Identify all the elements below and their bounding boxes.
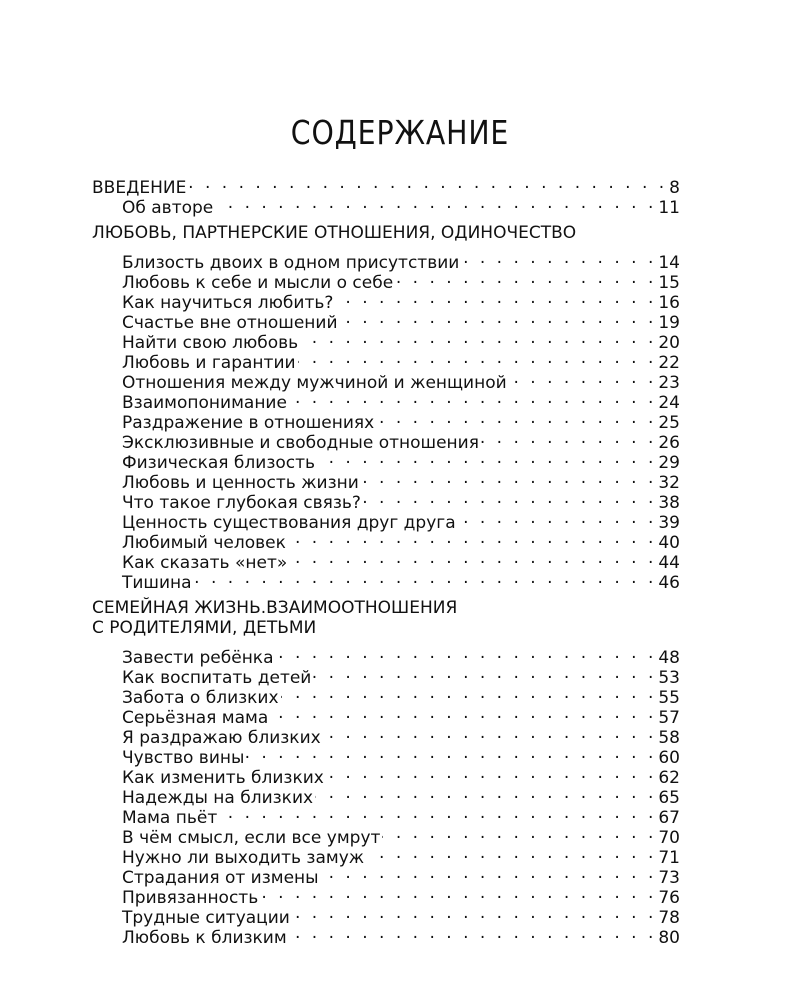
toc-entry-title: Мама пьёт [122, 808, 218, 828]
toc-entry-title: Взаимопонимание [122, 393, 287, 413]
dot-leader [326, 763, 657, 783]
toc-entry-title: Ценность существования друг друга [122, 513, 456, 533]
toc-entry-page-number: 22 [658, 353, 680, 373]
toc-entry-page-number: 40 [658, 533, 680, 553]
toc-entry-title: Как сказать «нет» [122, 553, 288, 573]
section-heading-line: ЛЮБОВЬ, ПАРТНЕРСКИЕ ОТНОШЕНИЯ, ОДИНОЧЕСТВО [92, 223, 577, 243]
dot-leader [340, 308, 657, 328]
toc-entry-page-number: 67 [658, 808, 680, 828]
dot-leader [194, 568, 657, 588]
dot-leader [461, 248, 656, 268]
dot-leader [323, 723, 657, 743]
toc-entry-page-number: 55 [658, 688, 680, 708]
toc-entry[interactable] [92, 643, 680, 668]
dot-leader [246, 743, 656, 763]
toc-entry-title: Привязанность [122, 888, 259, 908]
dot-leader [317, 448, 656, 468]
toc-entry-page-number: 44 [658, 553, 680, 573]
toc-entry-title: Серьёзная мама [122, 708, 269, 728]
toc-entry-title: Как воспитать детей [122, 668, 312, 688]
toc-entry-page-number: 20 [658, 333, 680, 353]
toc-entry-title: Тишина [122, 573, 192, 593]
toc-entry-page-number: 14 [658, 253, 680, 273]
toc-entry-title: Чувство вины [122, 748, 245, 768]
toc-entry-title: Раздражение в отношениях [122, 413, 375, 433]
toc-entry-title: Надежды на близких [122, 788, 314, 808]
dot-leader [313, 663, 656, 683]
section-heading-line: СЕМЕЙНАЯ ЖИЗНЬ.ВЗАИМООТНОШЕНИЯ [92, 598, 458, 618]
dot-leader [298, 348, 657, 368]
toc-entry-title: Физическая близость [122, 453, 316, 473]
dot-leader [376, 408, 656, 428]
toc-entry-page-number: 71 [658, 848, 680, 868]
dot-leader [321, 863, 657, 883]
toc-entry-title: Эксклюзивные и свободные отношения [122, 433, 479, 453]
toc-entry-title: Как изменить близких [122, 768, 324, 788]
toc-entry-page-number: 60 [658, 748, 680, 768]
toc-entry-title: В чём смысл, если все умрут [122, 828, 381, 848]
toc-entry-page-number: 73 [658, 868, 680, 888]
dot-leader [288, 528, 657, 548]
toc-entry-title: ВВЕДЕНИЕ [92, 178, 187, 198]
dot-leader [215, 193, 656, 213]
toc-entry-page-number: 53 [658, 668, 680, 688]
dot-leader [315, 783, 656, 803]
toc-entry-title: Об авторе [122, 198, 214, 218]
dot-leader [366, 843, 656, 863]
toc-entry-title: Завести ребёнка [122, 648, 274, 668]
toc-entry-page-number: 15 [658, 273, 680, 293]
dot-leader [382, 823, 656, 843]
dot-leader [458, 508, 657, 528]
dot-leader [395, 268, 656, 288]
dot-leader [509, 368, 657, 388]
dot-leader [300, 328, 656, 348]
toc-entry-title: Найти свою любовь [122, 333, 299, 353]
toc-entry-page-number: 19 [658, 313, 680, 333]
toc-entry[interactable] [92, 173, 680, 198]
dot-leader [276, 643, 657, 663]
dot-leader [260, 883, 656, 903]
toc-entry-title: Что такое глубокая связь? [122, 493, 361, 513]
toc-entry-page-number: 76 [658, 888, 680, 908]
dot-leader [289, 548, 656, 568]
toc-entry-page-number: 39 [658, 513, 680, 533]
section-heading-line: С РОДИТЕЛЯМИ, ДЕТЬМИ [92, 618, 317, 638]
dot-leader [361, 468, 657, 488]
toc-entry-page-number: 16 [658, 293, 680, 313]
toc-entry-title: Страдания от измены [122, 868, 319, 888]
toc-entry-page-number: 25 [658, 413, 680, 433]
toc-entry-page-number: 46 [658, 573, 680, 593]
toc-entry-page-number: 80 [658, 928, 680, 948]
toc-entry-title: Трудные ситуации [122, 908, 290, 928]
section-heading [92, 223, 680, 243]
dot-leader [289, 388, 656, 408]
toc-entry-title: Любимый человек [122, 533, 286, 553]
toc-entry-title: Близость двоих в одном присутствии [122, 253, 460, 273]
dot-leader [289, 923, 657, 943]
toc-entry-page-number: 29 [658, 453, 680, 473]
dot-leader [363, 488, 656, 508]
toc-entry-page-number: 58 [658, 728, 680, 748]
toc-entry-title: Я раздражаю близких [122, 728, 321, 748]
section-heading [92, 598, 680, 638]
toc-entry-title: Любовь к себе и мысли о себе [122, 273, 394, 293]
dot-leader [292, 903, 657, 923]
dot-leader [188, 173, 667, 193]
toc-entry-page-number: 70 [658, 828, 680, 848]
toc-entry-title: Любовь и гарантии [122, 353, 296, 373]
toc-entry-page-number: 62 [658, 768, 680, 788]
toc-entry-title: Любовь к близким [122, 928, 287, 948]
dot-leader [481, 428, 656, 448]
toc-entry-title: Счастье вне отношений [122, 313, 338, 333]
dot-leader [335, 288, 656, 308]
toc-entry-page-number: 48 [658, 648, 680, 668]
dot-leader [281, 683, 657, 703]
toc-entry-page-number: 32 [658, 473, 680, 493]
toc-entry-page-number: 24 [658, 393, 680, 413]
toc-entry-page-number: 57 [658, 708, 680, 728]
toc-entry-page-number: 23 [658, 373, 680, 393]
toc-entry-title: Как научиться любить? [122, 293, 334, 313]
toc-entry-page-number: 11 [658, 198, 680, 218]
toc-entry-title: Нужно ли выходить замуж [122, 848, 365, 868]
dot-leader [219, 803, 656, 823]
toc-entry-page-number: 26 [658, 433, 680, 453]
dot-leader [270, 703, 656, 723]
toc-entry-title: Любовь и ценность жизни [122, 473, 359, 493]
page-title: СОДЕРЖАНИЕ [290, 113, 510, 152]
toc-entry[interactable] [92, 248, 680, 273]
toc-entry-title: Отношения между мужчиной и женщиной [122, 373, 507, 393]
toc-entry-title: Забота о близких [122, 688, 279, 708]
toc-entry-page-number: 65 [658, 788, 680, 808]
toc-entry-page-number: 8 [669, 178, 680, 198]
toc-entry-page-number: 38 [658, 493, 680, 513]
toc-entry-page-number: 78 [658, 908, 680, 928]
table-of-contents [92, 173, 680, 948]
